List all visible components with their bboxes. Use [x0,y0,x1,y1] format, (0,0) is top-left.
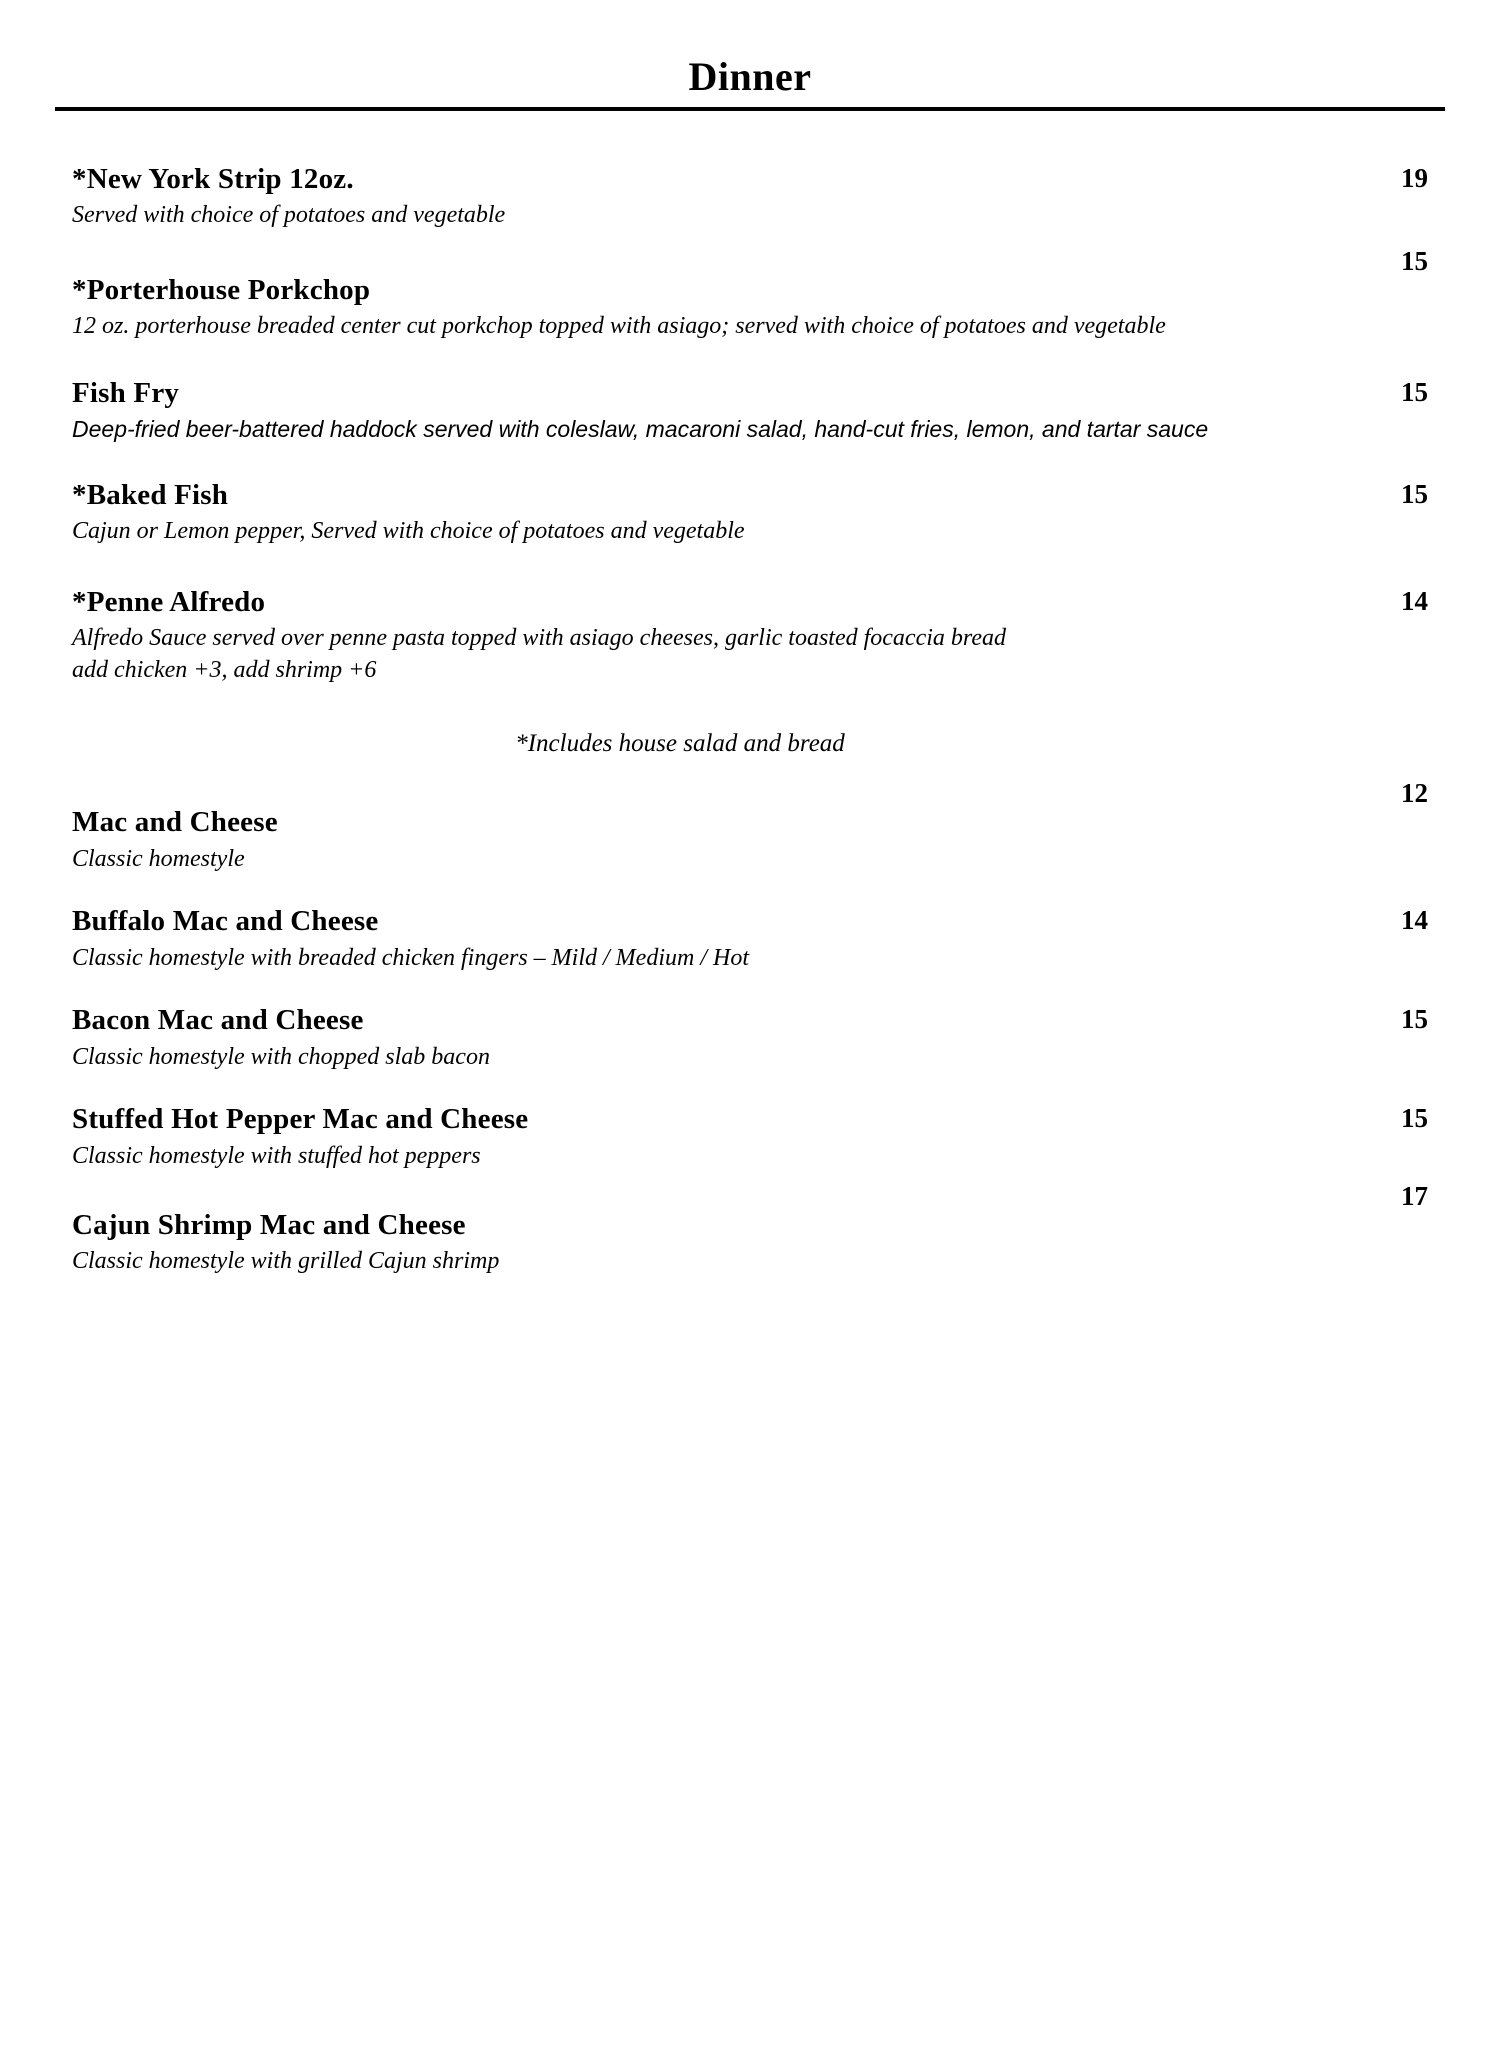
menu-item-price: 15 [1401,478,1428,509]
menu-item-description: Classic homestyle with chopped slab bacon [72,1043,490,1070]
menu-item-name: *Baked Fish [72,478,229,511]
menu-item-price: 14 [1401,585,1428,616]
menu-item-description: Classic homestyle with grilled Cajun shrimp [72,1247,500,1274]
menu-header [55,55,1445,111]
menu-item [72,479,1428,548]
menu-item-name: Fish Fry [72,377,180,410]
menu-page [0,55,1500,2055]
menu-item-name: *Penne Alfredo [72,585,266,618]
menu-item-name: Stuffed Hot Pepper Mac and Cheese [72,1103,529,1136]
menu-item-price: 12 [1401,778,1428,809]
menu-item-description: Classic homestyle with stuffed hot peppers [72,1142,481,1169]
menu-item-price: 15 [1401,1004,1428,1035]
menu-item-description: Classic homestyle with breaded chicken fingers – Mild / Medium / Hot [72,944,749,971]
menu-item-name: Buffalo Mac and Cheese [72,905,379,938]
menu-item-name: Mac and Cheese [72,806,278,839]
page-title: Dinner [688,54,812,99]
menu-item-name: *Porterhouse Porkchop [72,274,371,307]
menu-item [72,163,1428,232]
menu-item [72,778,1428,875]
menu-item-description: Served with choice of potatoes and vegetable [72,202,506,229]
menu-item-addons: add chicken +3, add shrimp +6 [72,656,377,683]
menu-item-description: Cajun or Lemon pepper, Served with choice of potatoes and vegetable [72,518,745,545]
menu-item-description: Deep-fried beer-battered haddock served with coleslaw, macaroni salad, hand-cut fries, lemon, and tartar sauce [72,416,1209,443]
menu-item [72,246,1428,343]
menu-item-description-main: Alfredo Sauce served over penne pasta topped with asiago cheeses, garlic toasted focaccia bread [72,625,1007,652]
menu-item [72,586,1428,687]
menu-item-price: 15 [1401,377,1428,408]
menu-item-price: 15 [1401,1103,1428,1134]
menu-content [72,111,1428,1278]
menu-item-name: Cajun Shrimp Mac and Cheese [72,1208,466,1241]
menu-item-name: Bacon Mac and Cheese [72,1004,364,1037]
menu-footnote: *Includes house salad and bread [515,730,845,758]
menu-item-description [72,623,1232,686]
menu-item-name: *New York Strip 12oz. [72,163,354,195]
menu-item [72,1004,1428,1073]
menu-item-description: 12 oz. porterhouse breaded center cut porkchop topped with asiago; served with choice of potatoes and vegetable [72,313,1166,340]
menu-item-price: 17 [1401,1180,1428,1211]
menu-item [72,905,1428,974]
menu-item-price: 15 [1401,246,1428,277]
menu-item [72,1103,1428,1172]
menu-item-description: Classic homestyle [72,845,245,872]
menu-item-price: 14 [1401,905,1428,936]
menu-item-price: 19 [1401,163,1428,193]
menu-item [72,1180,1428,1278]
menu-item [72,377,1428,445]
